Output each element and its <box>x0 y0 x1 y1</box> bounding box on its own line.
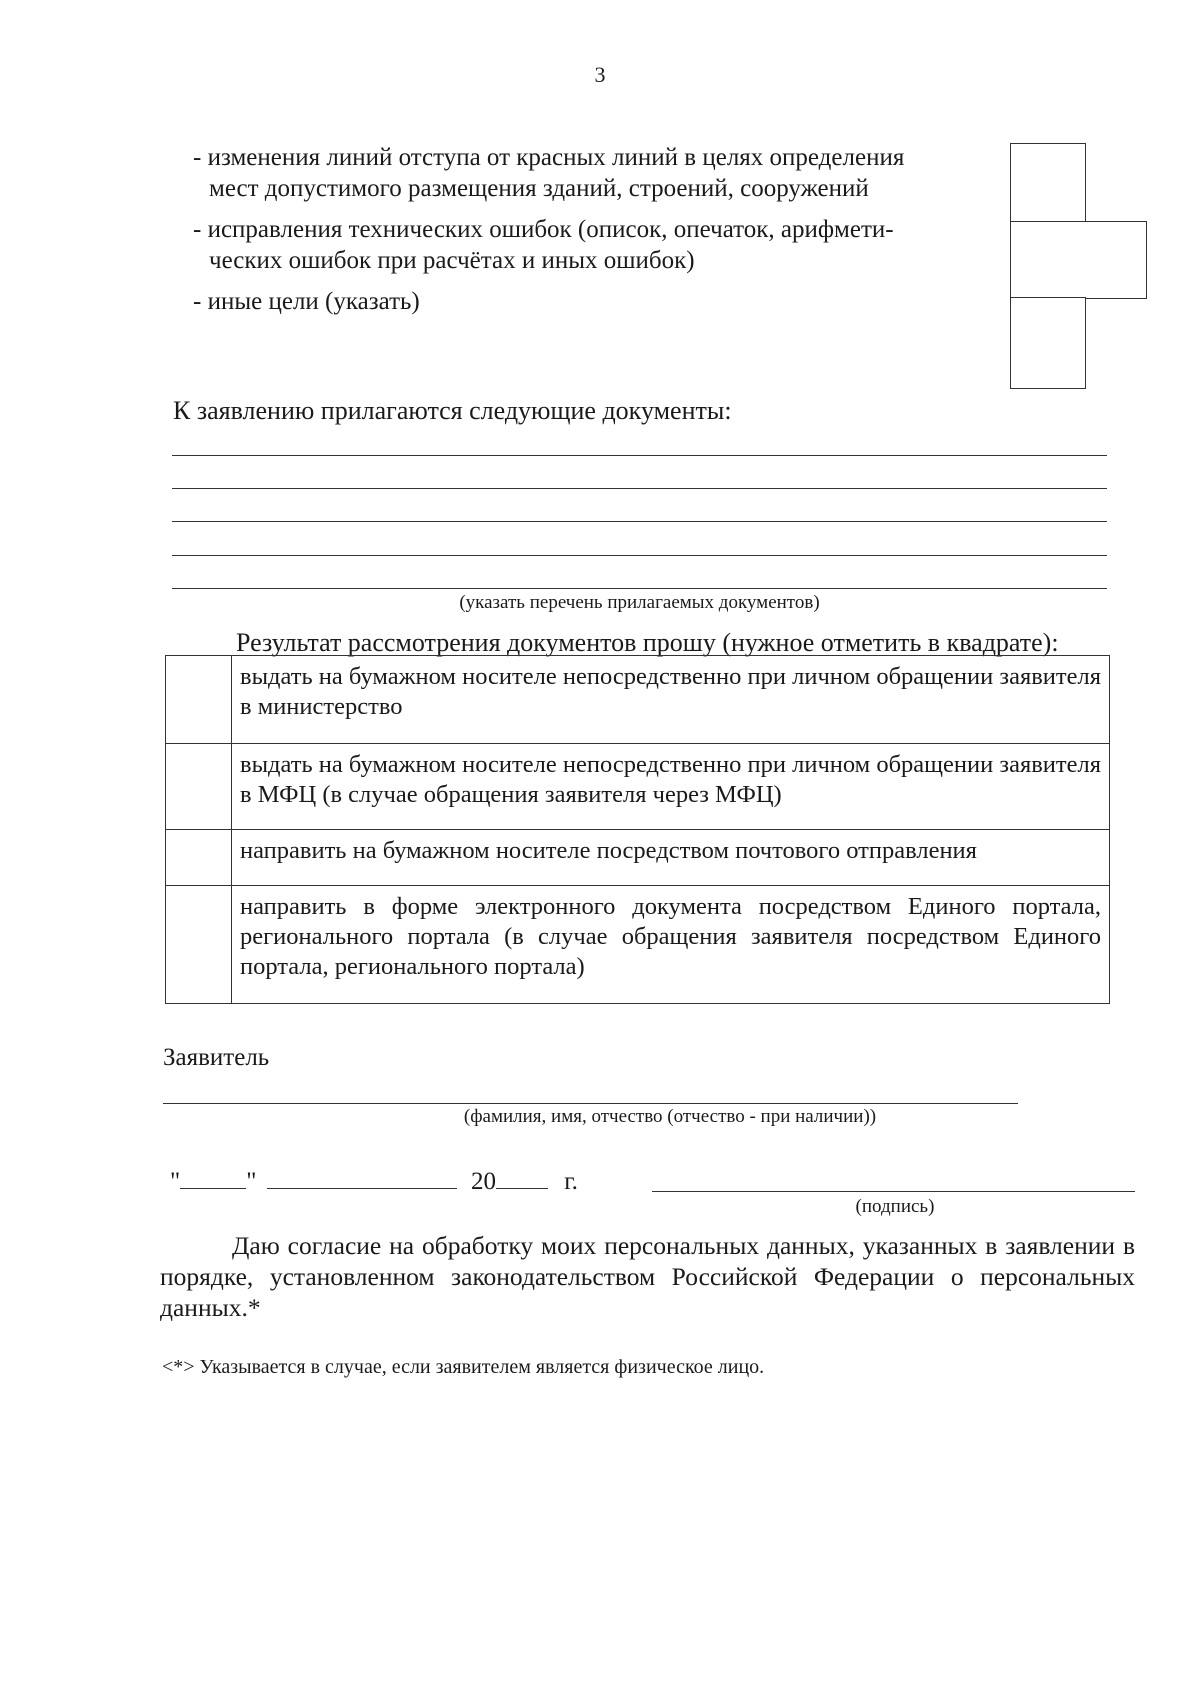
result-option-checkbox[interactable] <box>166 886 232 1004</box>
applicant-label: Заявитель <box>163 1044 270 1071</box>
month-field[interactable] <box>267 1162 457 1189</box>
year-field[interactable] <box>496 1162 548 1189</box>
purpose-line: - исправления технических ошибок (описок, опечаток, арифмети- <box>193 216 894 243</box>
attachments-title: К заявлению прилагаются следующие документы: <box>173 396 732 425</box>
result-option-text: направить на бумажном носителе посредством почтового отправления <box>232 830 1110 886</box>
attachment-line-2[interactable] <box>172 488 1107 489</box>
purpose-line: ческих ошибок при расчётах и иных ошибок) <box>209 247 695 274</box>
purpose-item-other <box>193 286 1008 317</box>
purpose-item-error-fix <box>193 214 1008 276</box>
result-option-row <box>166 656 1110 744</box>
attachment-line-5[interactable] <box>172 588 1107 589</box>
result-option-checkbox[interactable] <box>166 656 232 744</box>
result-options-table <box>165 655 1110 1004</box>
signature-line[interactable] <box>652 1191 1135 1192</box>
result-option-text: направить в форме электронного документа посредством Единого портала, регионального портала (в случае обращения заявителя посредством Единого портала, регионального портала) <box>232 886 1110 1004</box>
applicant-name-hint: (фамилия, имя, отчество (отчество - при наличии)) <box>463 1106 877 1127</box>
attachment-line-3[interactable] <box>172 521 1107 522</box>
result-option-row <box>166 830 1110 886</box>
date-row <box>170 1162 578 1196</box>
purpose-line: - изменения линий отступа от красных линий в целях определения <box>193 144 905 171</box>
purpose-checkbox-red-lines[interactable] <box>1010 143 1086 223</box>
attachment-line-4[interactable] <box>172 555 1107 556</box>
result-option-checkbox[interactable] <box>166 830 232 886</box>
purpose-checkbox-other[interactable] <box>1010 297 1086 389</box>
year-prefix: 20 <box>470 1168 496 1195</box>
attachment-line-1[interactable] <box>172 455 1107 456</box>
result-option-row <box>166 744 1110 830</box>
purpose-item-red-lines <box>193 142 1008 204</box>
consent-paragraph: Даю согласие на обработку моих персональных данных, указанных в заявлении в порядке, установленном законодательством Российской Федерации о персональных данных.* <box>160 1231 1135 1322</box>
applicant-name-line[interactable] <box>163 1103 1018 1104</box>
year-suffix: г. <box>564 1168 578 1195</box>
result-option-text: выдать на бумажном носителе непосредственно при личном обращении заявителя в министерство <box>232 656 1110 744</box>
purpose-line: мест допустимого размещения зданий, строений, сооружений <box>209 175 869 202</box>
purpose-line: - иные цели (указать) <box>193 288 420 315</box>
day-field[interactable] <box>180 1162 246 1189</box>
purpose-checkbox-error-fix[interactable] <box>1010 221 1147 299</box>
result-option-row <box>166 886 1110 1004</box>
quote-open: " <box>170 1168 181 1195</box>
result-title: Результат рассмотрения документов прошу (нужное отметить в квадрате): <box>236 628 1059 657</box>
attachments-hint: (указать перечень прилагаемых документов) <box>459 592 820 613</box>
result-option-checkbox[interactable] <box>166 744 232 830</box>
page-number: 3 <box>594 62 606 87</box>
footnote: <*> Указывается в случае, если заявителем является физическое лицо. <box>162 1356 765 1378</box>
result-option-text: выдать на бумажном носителе непосредственно при личном обращении заявителя в МФЦ (в случае обращения заявителя через МФЦ) <box>232 744 1110 830</box>
quote-close: " <box>246 1168 257 1195</box>
signature-hint: (подпись) <box>855 1196 935 1217</box>
